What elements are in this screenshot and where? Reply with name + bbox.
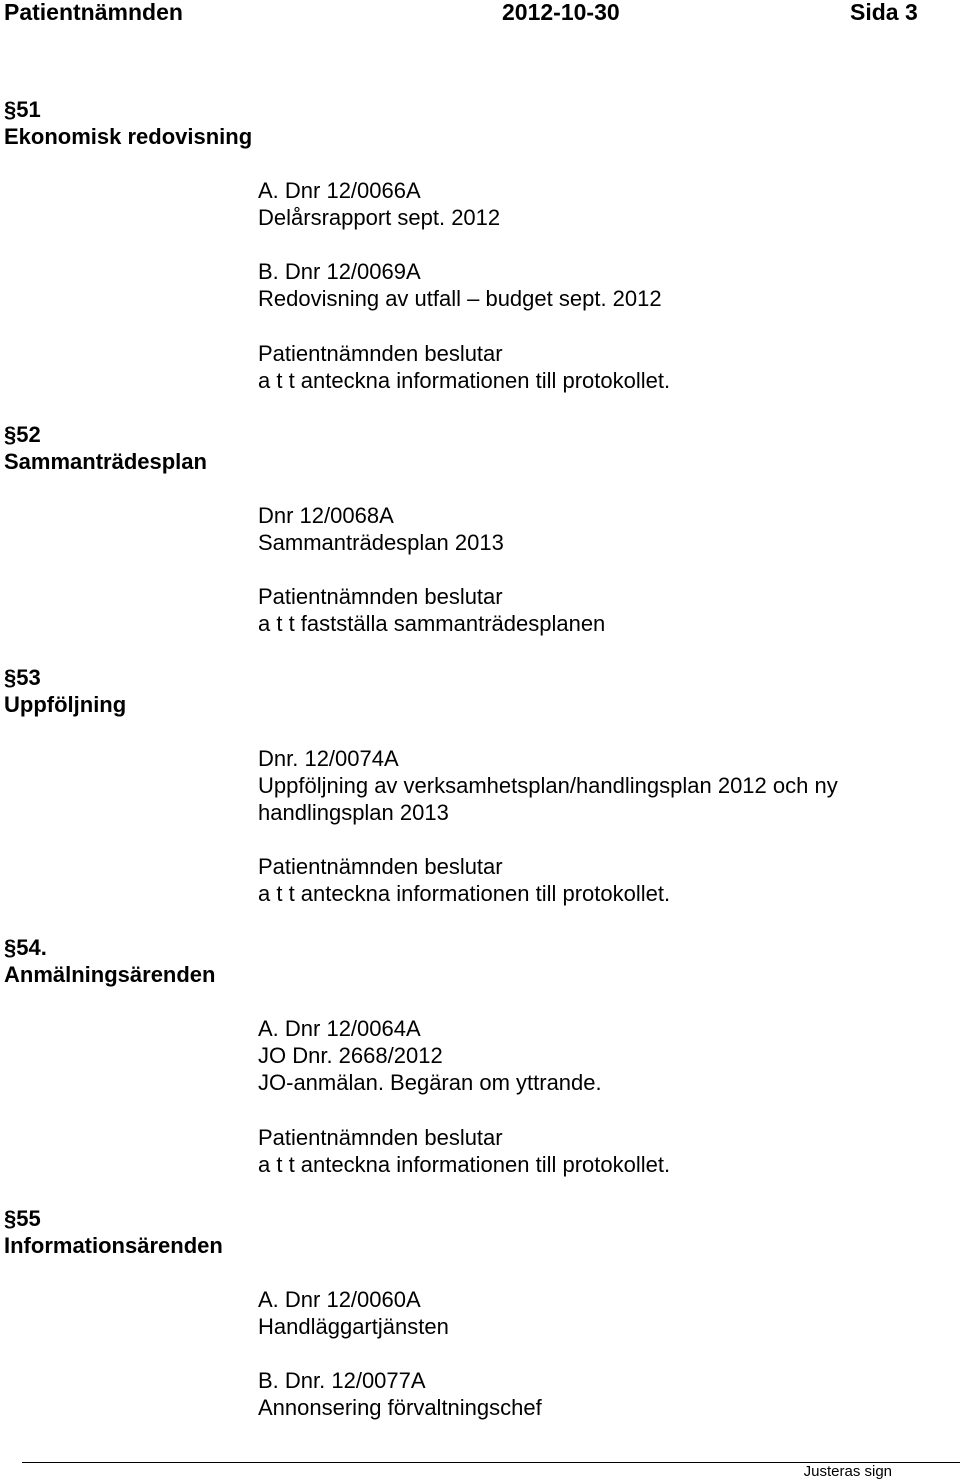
section-title: Ekonomisk redovisning bbox=[4, 124, 253, 149]
s51-line: Delårsrapport sept. 2012 bbox=[258, 205, 501, 230]
s54-decision: a t t anteckna informationen till protokollet. bbox=[258, 1152, 671, 1177]
section-symbol: § bbox=[4, 1206, 17, 1231]
s54-line: JO Dnr. 2668/2012 bbox=[258, 1043, 443, 1068]
s52-decision-heading: Patientnämnden beslutar bbox=[258, 584, 503, 609]
s51-line: Redovisning av utfall – budget sept. 2012 bbox=[258, 286, 662, 311]
s53-line: Dnr. 12/0074A bbox=[258, 746, 399, 771]
section-title: Anmälningsärenden bbox=[4, 962, 216, 987]
section-number: 55 bbox=[16, 1206, 41, 1231]
section-number: 53 bbox=[16, 665, 41, 690]
s52-decision: a t t fastställa sammanträdesplanen bbox=[258, 611, 606, 636]
section-55-heading bbox=[4, 1205, 223, 1259]
s53-decision-heading: Patientnämnden beslutar bbox=[258, 854, 503, 879]
section-52-heading bbox=[4, 421, 207, 475]
s51-decision-heading: Patientnämnden beslutar bbox=[258, 341, 503, 366]
s53-line: handlingsplan 2013 bbox=[258, 800, 449, 825]
section-number: 52 bbox=[16, 422, 41, 447]
s55-line: B. Dnr. 12/0077A bbox=[258, 1368, 426, 1393]
section-title: Sammanträdesplan bbox=[4, 449, 207, 474]
s55-line: Handläggartjänsten bbox=[258, 1314, 449, 1339]
section-number: 54. bbox=[16, 935, 47, 960]
s51-line: B. Dnr 12/0069A bbox=[258, 259, 421, 284]
s54-line: A. Dnr 12/0064A bbox=[258, 1016, 421, 1041]
section-title: Uppföljning bbox=[4, 692, 127, 717]
section-symbol: § bbox=[4, 665, 17, 690]
s53-line: Uppföljning av verksamhetsplan/handlingsplan 2012 och ny bbox=[258, 773, 838, 798]
s51-line: A. Dnr 12/0066A bbox=[258, 178, 421, 203]
section-symbol: § bbox=[4, 97, 17, 122]
s52-line: Sammanträdesplan 2013 bbox=[258, 530, 504, 555]
footer-sign-label: Justeras sign bbox=[803, 1463, 892, 1480]
s55-line: Annonsering förvaltningschef bbox=[258, 1395, 542, 1420]
s53-decision: a t t anteckna informationen till protokollet. bbox=[258, 881, 671, 906]
header-date: 2012-10-30 bbox=[502, 0, 620, 25]
s52-line: Dnr 12/0068A bbox=[258, 503, 394, 528]
section-54-heading bbox=[4, 934, 215, 988]
section-symbol: § bbox=[4, 935, 17, 960]
header-page-number: Sida 3 bbox=[850, 0, 918, 25]
section-number: 51 bbox=[16, 97, 41, 122]
s54-decision-heading: Patientnämnden beslutar bbox=[258, 1125, 503, 1150]
s54-line: JO-anmälan. Begäran om yttrande. bbox=[258, 1070, 602, 1095]
section-symbol: § bbox=[4, 422, 17, 447]
s55-line: A. Dnr 12/0060A bbox=[258, 1287, 421, 1312]
section-title: Informationsärenden bbox=[4, 1233, 223, 1258]
section-53-heading bbox=[4, 664, 126, 718]
section-51-heading bbox=[4, 96, 252, 150]
header-organization: Patientnämnden bbox=[4, 0, 183, 25]
s51-decision: a t t anteckna informationen till protokollet. bbox=[258, 368, 671, 393]
